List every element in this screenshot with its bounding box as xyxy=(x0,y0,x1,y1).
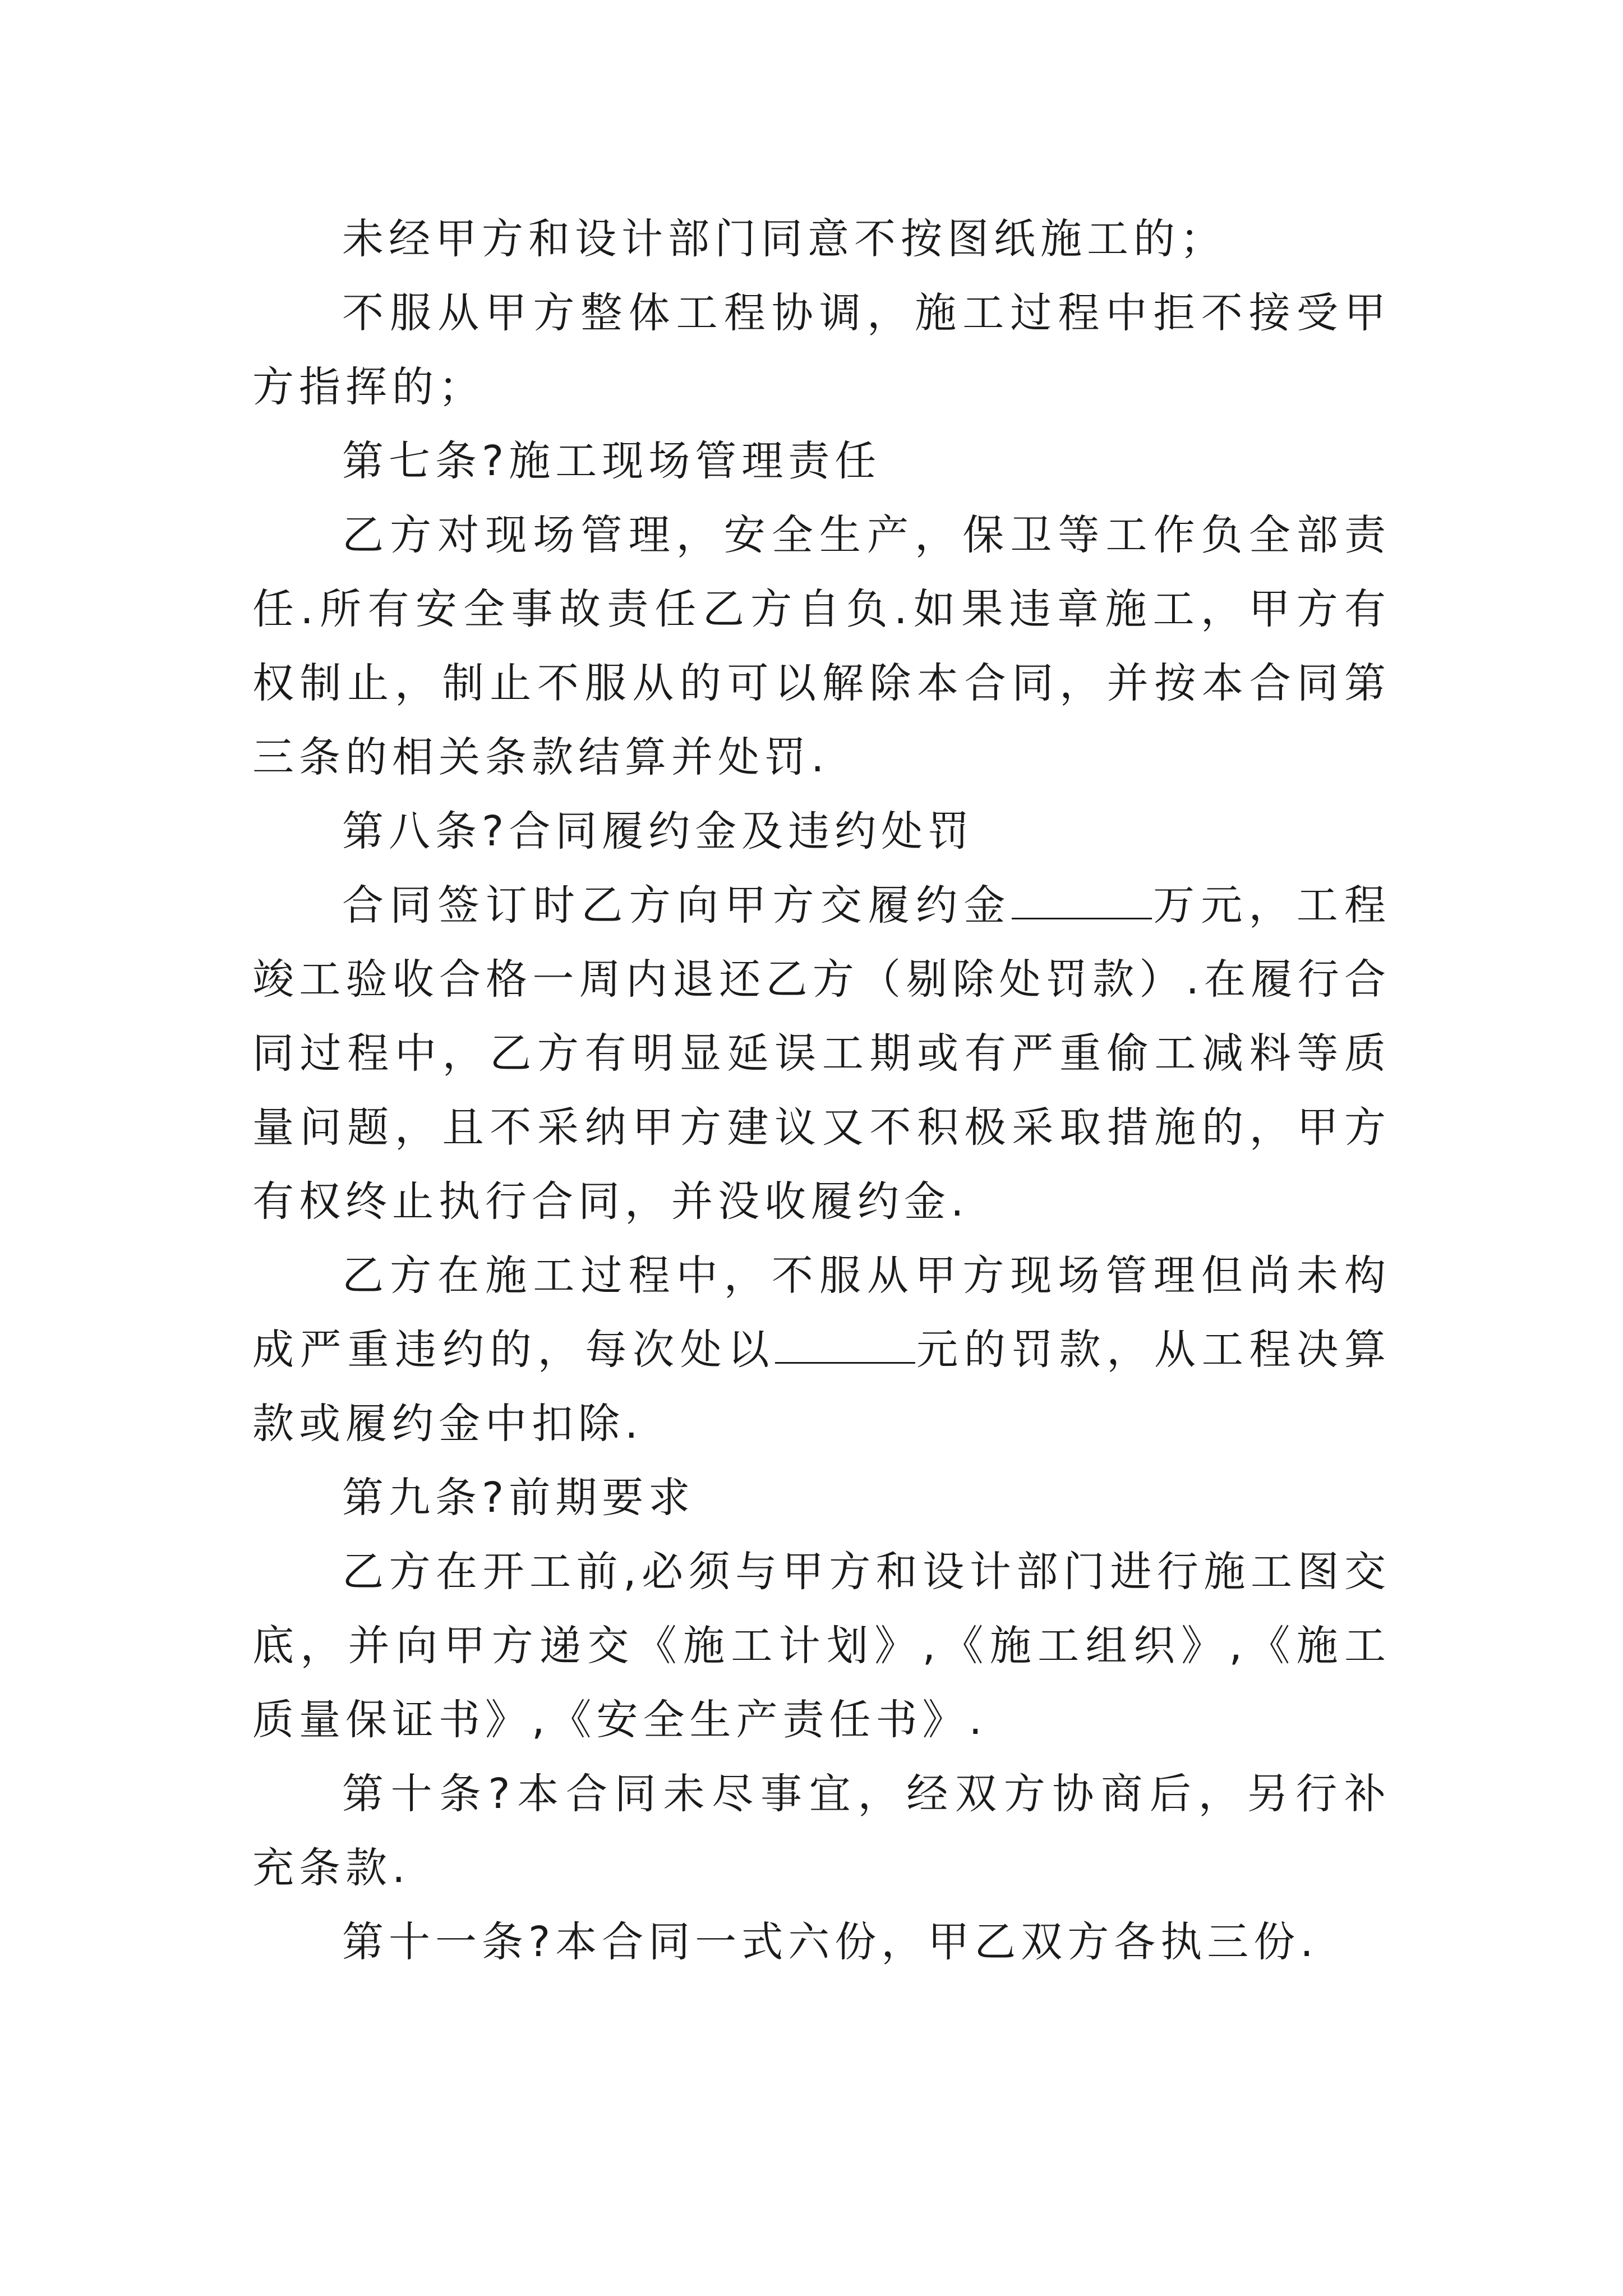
paragraph-clause-item-1: 未经甲方和设计部门同意不按图纸施工的； xyxy=(342,215,1227,263)
paragraph-article-9-body: 乙方在开工前,必须与甲方和设计部门进行施工图交底，并向甲方递交《施工计划》,《施工组织》,《施工质量保证书》,《安全生产责任书》. xyxy=(252,1548,1391,1744)
heading-article-9: 第九条?前期要求 xyxy=(342,1474,695,1522)
paragraph-penalty: 乙方在施工过程中，不服从甲方现场管理但尚未构成严重违约的，每次处以 元的罚款，从工程决算款或履约金中扣除. xyxy=(252,1251,1391,1448)
paragraph-article-11: 第十一条?本合同一式六份，甲乙双方各执三份. xyxy=(342,1918,1318,1966)
heading-article-7: 第七条?施工现场管理责任 xyxy=(342,437,882,485)
blank-fill-line xyxy=(775,1323,915,1364)
blank-fill-line xyxy=(1012,878,1152,919)
paragraph-article-7-body: 乙方对现场管理，安全生产，保卫等工作负全部责任.所有安全事故责任乙方自负.如果违章施工，甲方有权制止，制止不服从的可以解除本合同，并按本合同第三条的相关条款结算并处罚. xyxy=(252,511,1391,781)
heading-article-8: 第八条?合同履约金及违约处罚 xyxy=(342,807,975,855)
paragraph-performance-bond: 合同签订时乙方向甲方交履约金 万元，工程竣工验收合格一周内退还乙方（剔除处罚款）.在履行合同过程中，乙方有明显延误工期或有严重偷工减料等质量问题，且不采纳甲方建议又不积极采取措施的，甲方有权终止执行合同，并没收履约金. xyxy=(252,868,1391,1239)
document-body xyxy=(252,202,1391,1979)
paragraph-article-10: 第十条?本合同未尽事宜，经双方协商后，另行补充条款. xyxy=(252,1770,1391,1892)
paragraph-clause-item-2: 不服从甲方整体工程协调，施工过程中拒不接受甲方指挥的； xyxy=(252,289,1391,411)
